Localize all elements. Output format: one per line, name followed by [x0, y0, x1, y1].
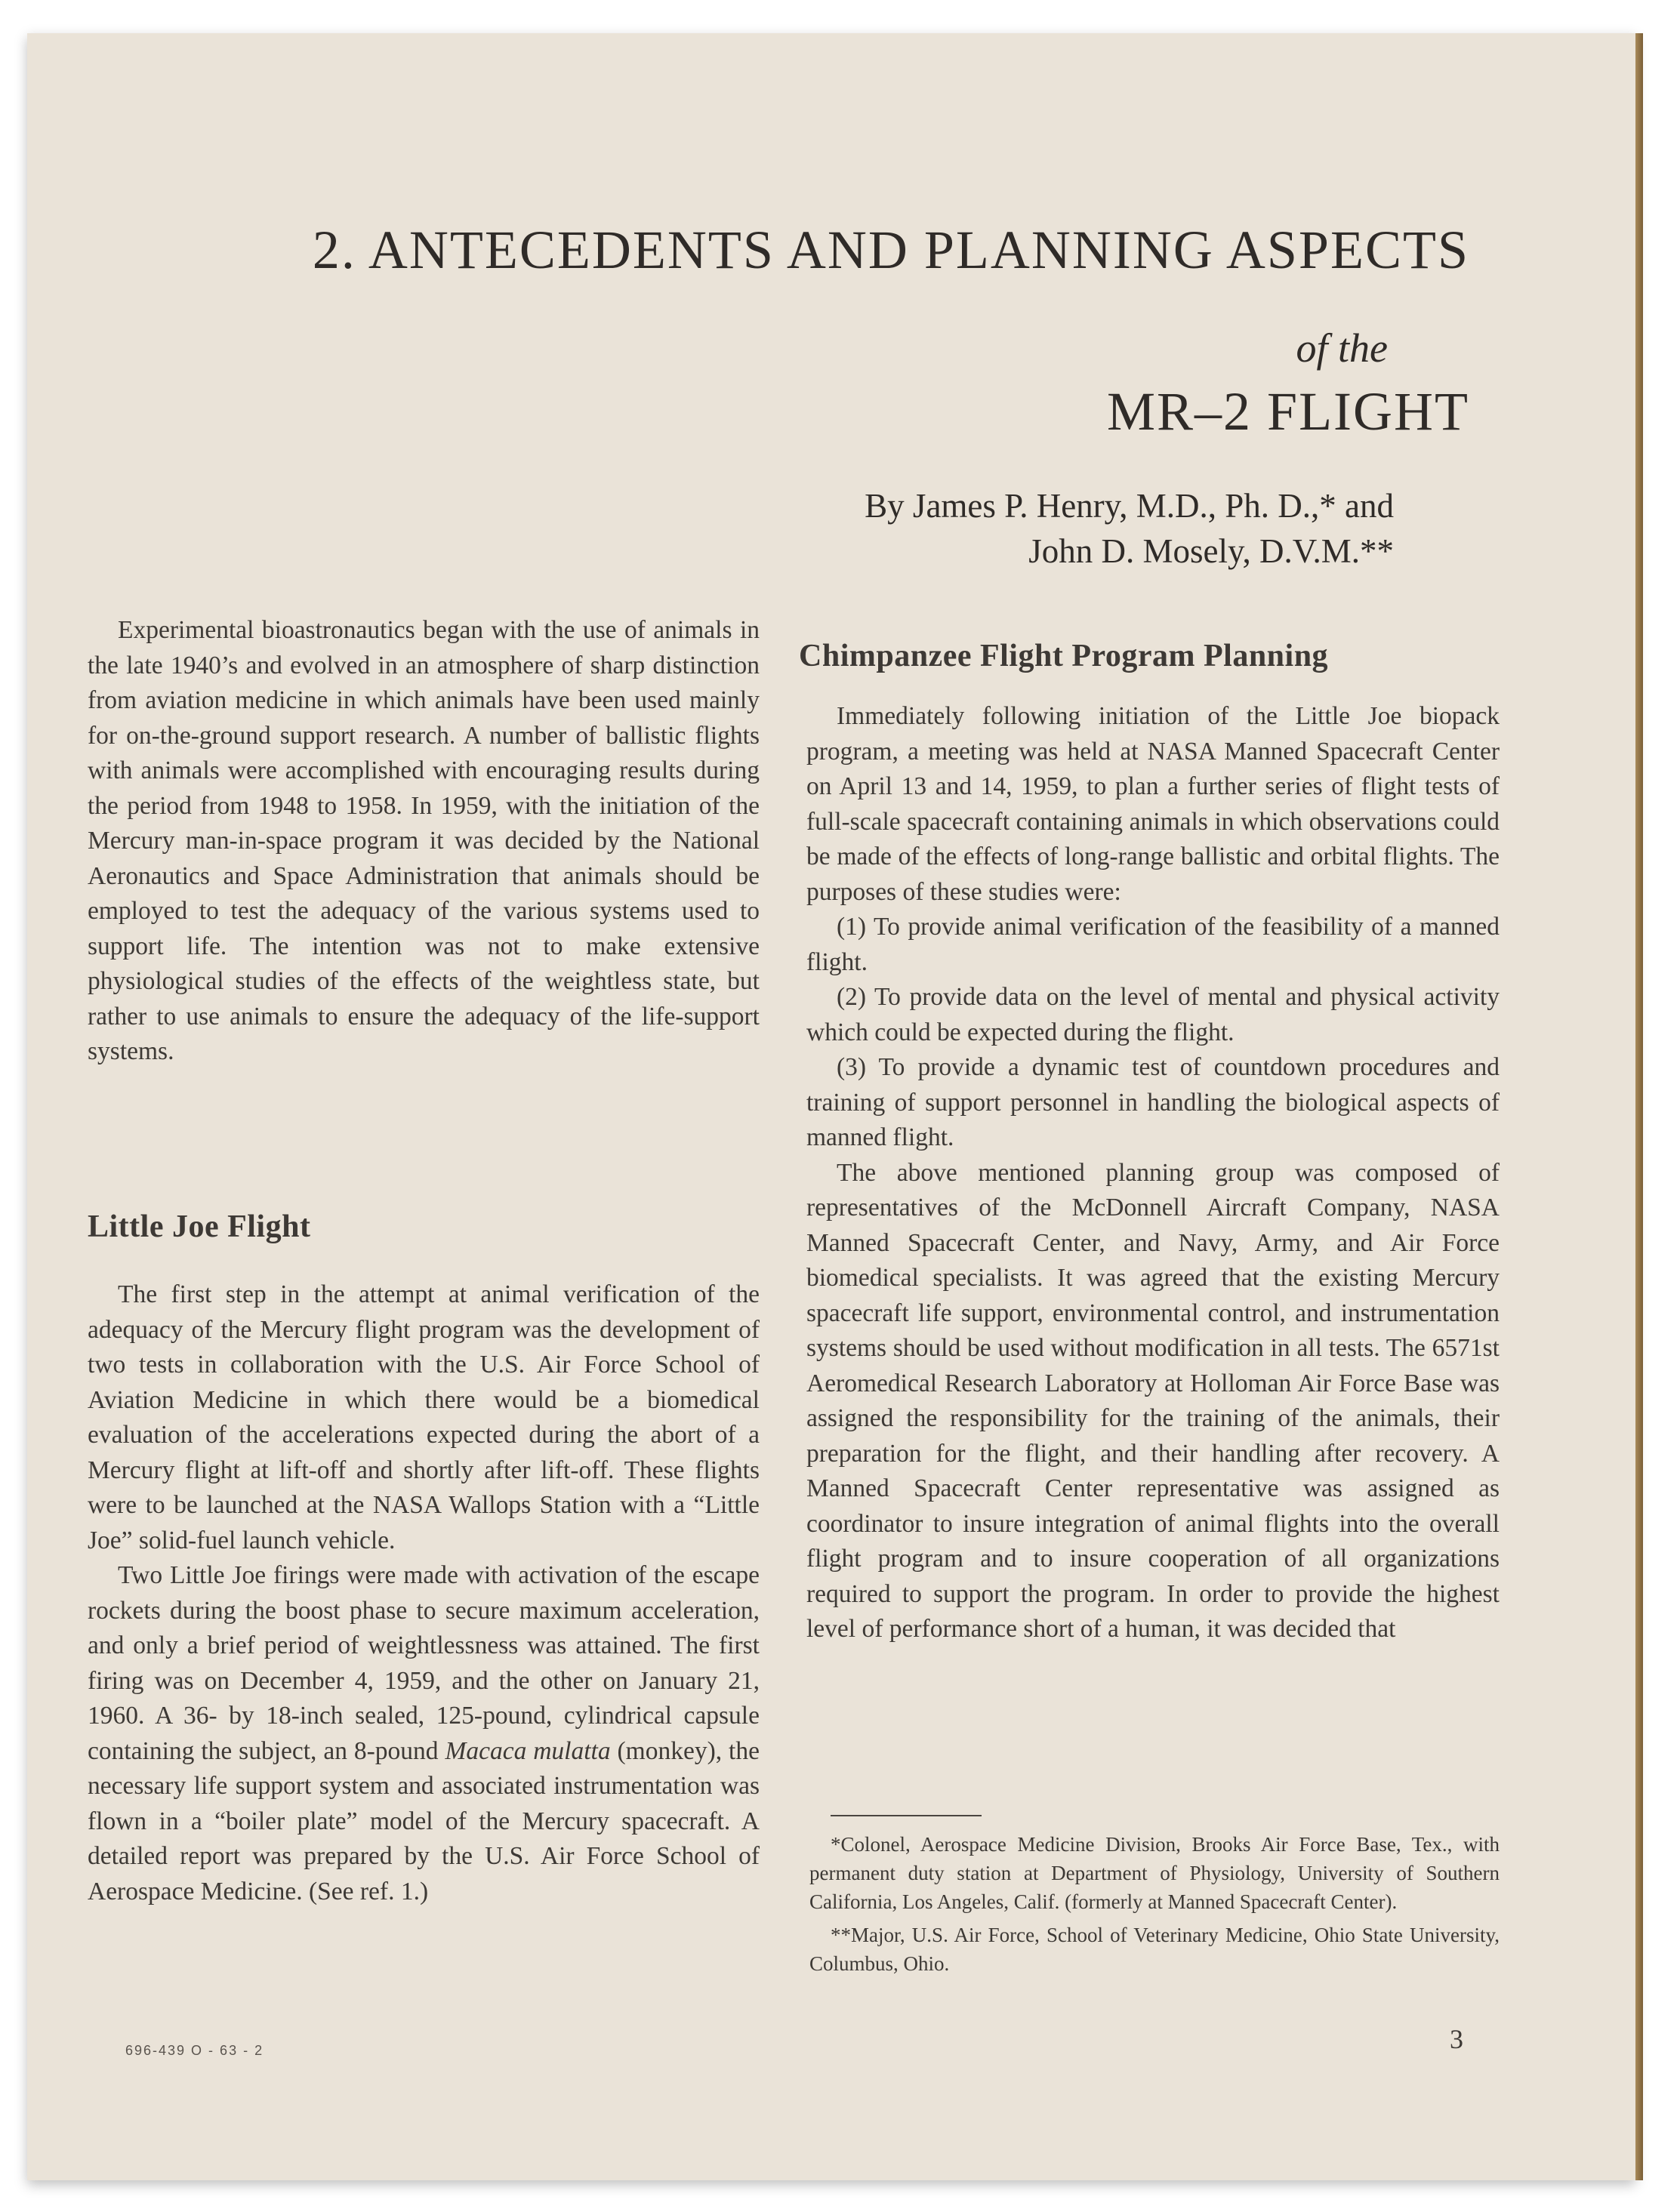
chapter-title-connector: of the	[1296, 325, 1388, 371]
little-joe-paragraph-1: The first step in the attempt at animal verification of the adequacy of the Mercury flight program was the development of two tests in collaboration with the U.S. Air Force School of Aviation Medicine in which there would be a biomedical evaluation of the accelerations expected during the abort of a Mercury flight at lift-off and shortly after lift-off. These flights were to be launched at the NASA Wallops Station with a “Little Joe” solid-fuel launch vehicle.	[88, 1280, 760, 1554]
footnote-divider	[831, 1815, 982, 1816]
section-heading-little-joe: Little Joe Flight	[88, 1209, 311, 1244]
page-edge	[1635, 33, 1643, 2180]
footnote-2: **Major, U.S. Air Force, School of Veterinary Medicine, Ohio State University, Columbus, Ohio.	[809, 1924, 1500, 1975]
print-code: 696-439 O - 63 - 2	[125, 2043, 264, 2058]
paragraph-text: Two Little Joe firings were made with activation of the escape rockets during the boost phase to secure maximum acceleration, and only a brief period of weightlessness was attained. The first firing was on December 4, 1959, and the other on January 21, 1960. A 36- by 18-inch sealed, 125-pound, cylindrical capsule containing the subject, an 8-pound	[88, 1561, 760, 1765]
left-column-intro	[88, 613, 760, 1070]
footnotes	[809, 1830, 1500, 1982]
page-number: 3	[1450, 2024, 1463, 2054]
intro-paragraph: Experimental bioastronautics began with the use of animals in the late 1940’s and evolved in an atmosphere of sharp distinction from aviation medicine in which animals have been used mainly for on-the-ground support research. A number of ballistic flights with animals were accomplished with encouraging results during the period from 1948 to 1958. In 1959, with the initiation of the Mercury man-in-space program it was decided by the National Aeronautics and Space Administration that animals should be employed to test the adequacy of the various systems used to support life. The intention was not to make extensive physiological studies of the effects of the weightless state, but rather to use animals to ensure the adequacy of the life-support systems.	[88, 616, 760, 1065]
purpose-item-3: (3) To provide a dynamic test of countdown procedures and training of support personnel in handling the biological aspects of manned flight.	[806, 1053, 1500, 1151]
byline-line-1: By James P. Henry, M.D., Ph. D.,* and	[865, 487, 1394, 525]
document-page	[27, 33, 1635, 2180]
left-column-body	[88, 1277, 760, 1909]
author-byline	[865, 483, 1394, 574]
planning-paragraph-1: Immediately following initiation of the Little Joe biopack program, a meeting was held at NASA Manned Spacecraft Center on April 13 and 14, 1959, to plan a further series of flight tests of full-scale spacecraft containing animals in which observations could be made of the effects of long-range ballistic and orbital flights. The purposes of these studies were:	[806, 702, 1500, 906]
paragraph-text: (monkey), the necessary life support system and associated instrumentation was flown in a “boiler plate” model of the Mercury spacecraft. A detailed report was prepared by the U.S. Air Force School of Aerospace Medicine. (See ref. 1.)	[88, 1736, 760, 1905]
byline-line-2: John D. Mosely, D.V.M.**	[1028, 532, 1394, 570]
purpose-item-2: (2) To provide data on the level of mental and physical activity which could be expected during the flight.	[806, 983, 1500, 1046]
little-joe-paragraph-2	[88, 1558, 760, 1909]
footnote-1: *Colonel, Aerospace Medicine Division, Brooks Air Force Base, Tex., with permanent duty station at Department of Physiology, University of Southern California, Los Angeles, Calif. (formerly at Manned Spacecraft Center).	[809, 1833, 1500, 1913]
planning-paragraph-2: The above mentioned planning group was composed of representatives of the McDonnell Aircraft Company, NASA Manned Spacecraft Center, and Navy, Army, and Air Force biomedical specialists. It was agreed that the existing Mercury spacecraft life support, environmental control, and instrumentation systems should be used without modification in all tests. The 6571st Aeromedical Research Laboratory at Holloman Air Force Base was assigned the responsibility for the training of the animals, their preparation for the flight, and their handling after recovery. A Manned Spacecraft Center representative was assigned as coordinator to insure integration of animal flights into the overall flight program and to insure cooperation of all organizations required to support the program. In order to provide the highest level of performance short of a human, it was decided that	[806, 1158, 1500, 1643]
right-column-body	[806, 699, 1500, 1647]
chapter-title: 2. ANTECEDENTS AND PLANNING ASPECTS	[312, 220, 1469, 280]
species-name: Macaca mulatta	[445, 1736, 611, 1765]
section-heading-chimpanzee: Chimpanzee Flight Program Planning	[799, 639, 1329, 673]
chapter-subtitle: MR–2 FLIGHT	[1106, 381, 1469, 442]
purpose-item-1: (1) To provide animal verification of the feasibility of a manned flight.	[806, 913, 1500, 976]
